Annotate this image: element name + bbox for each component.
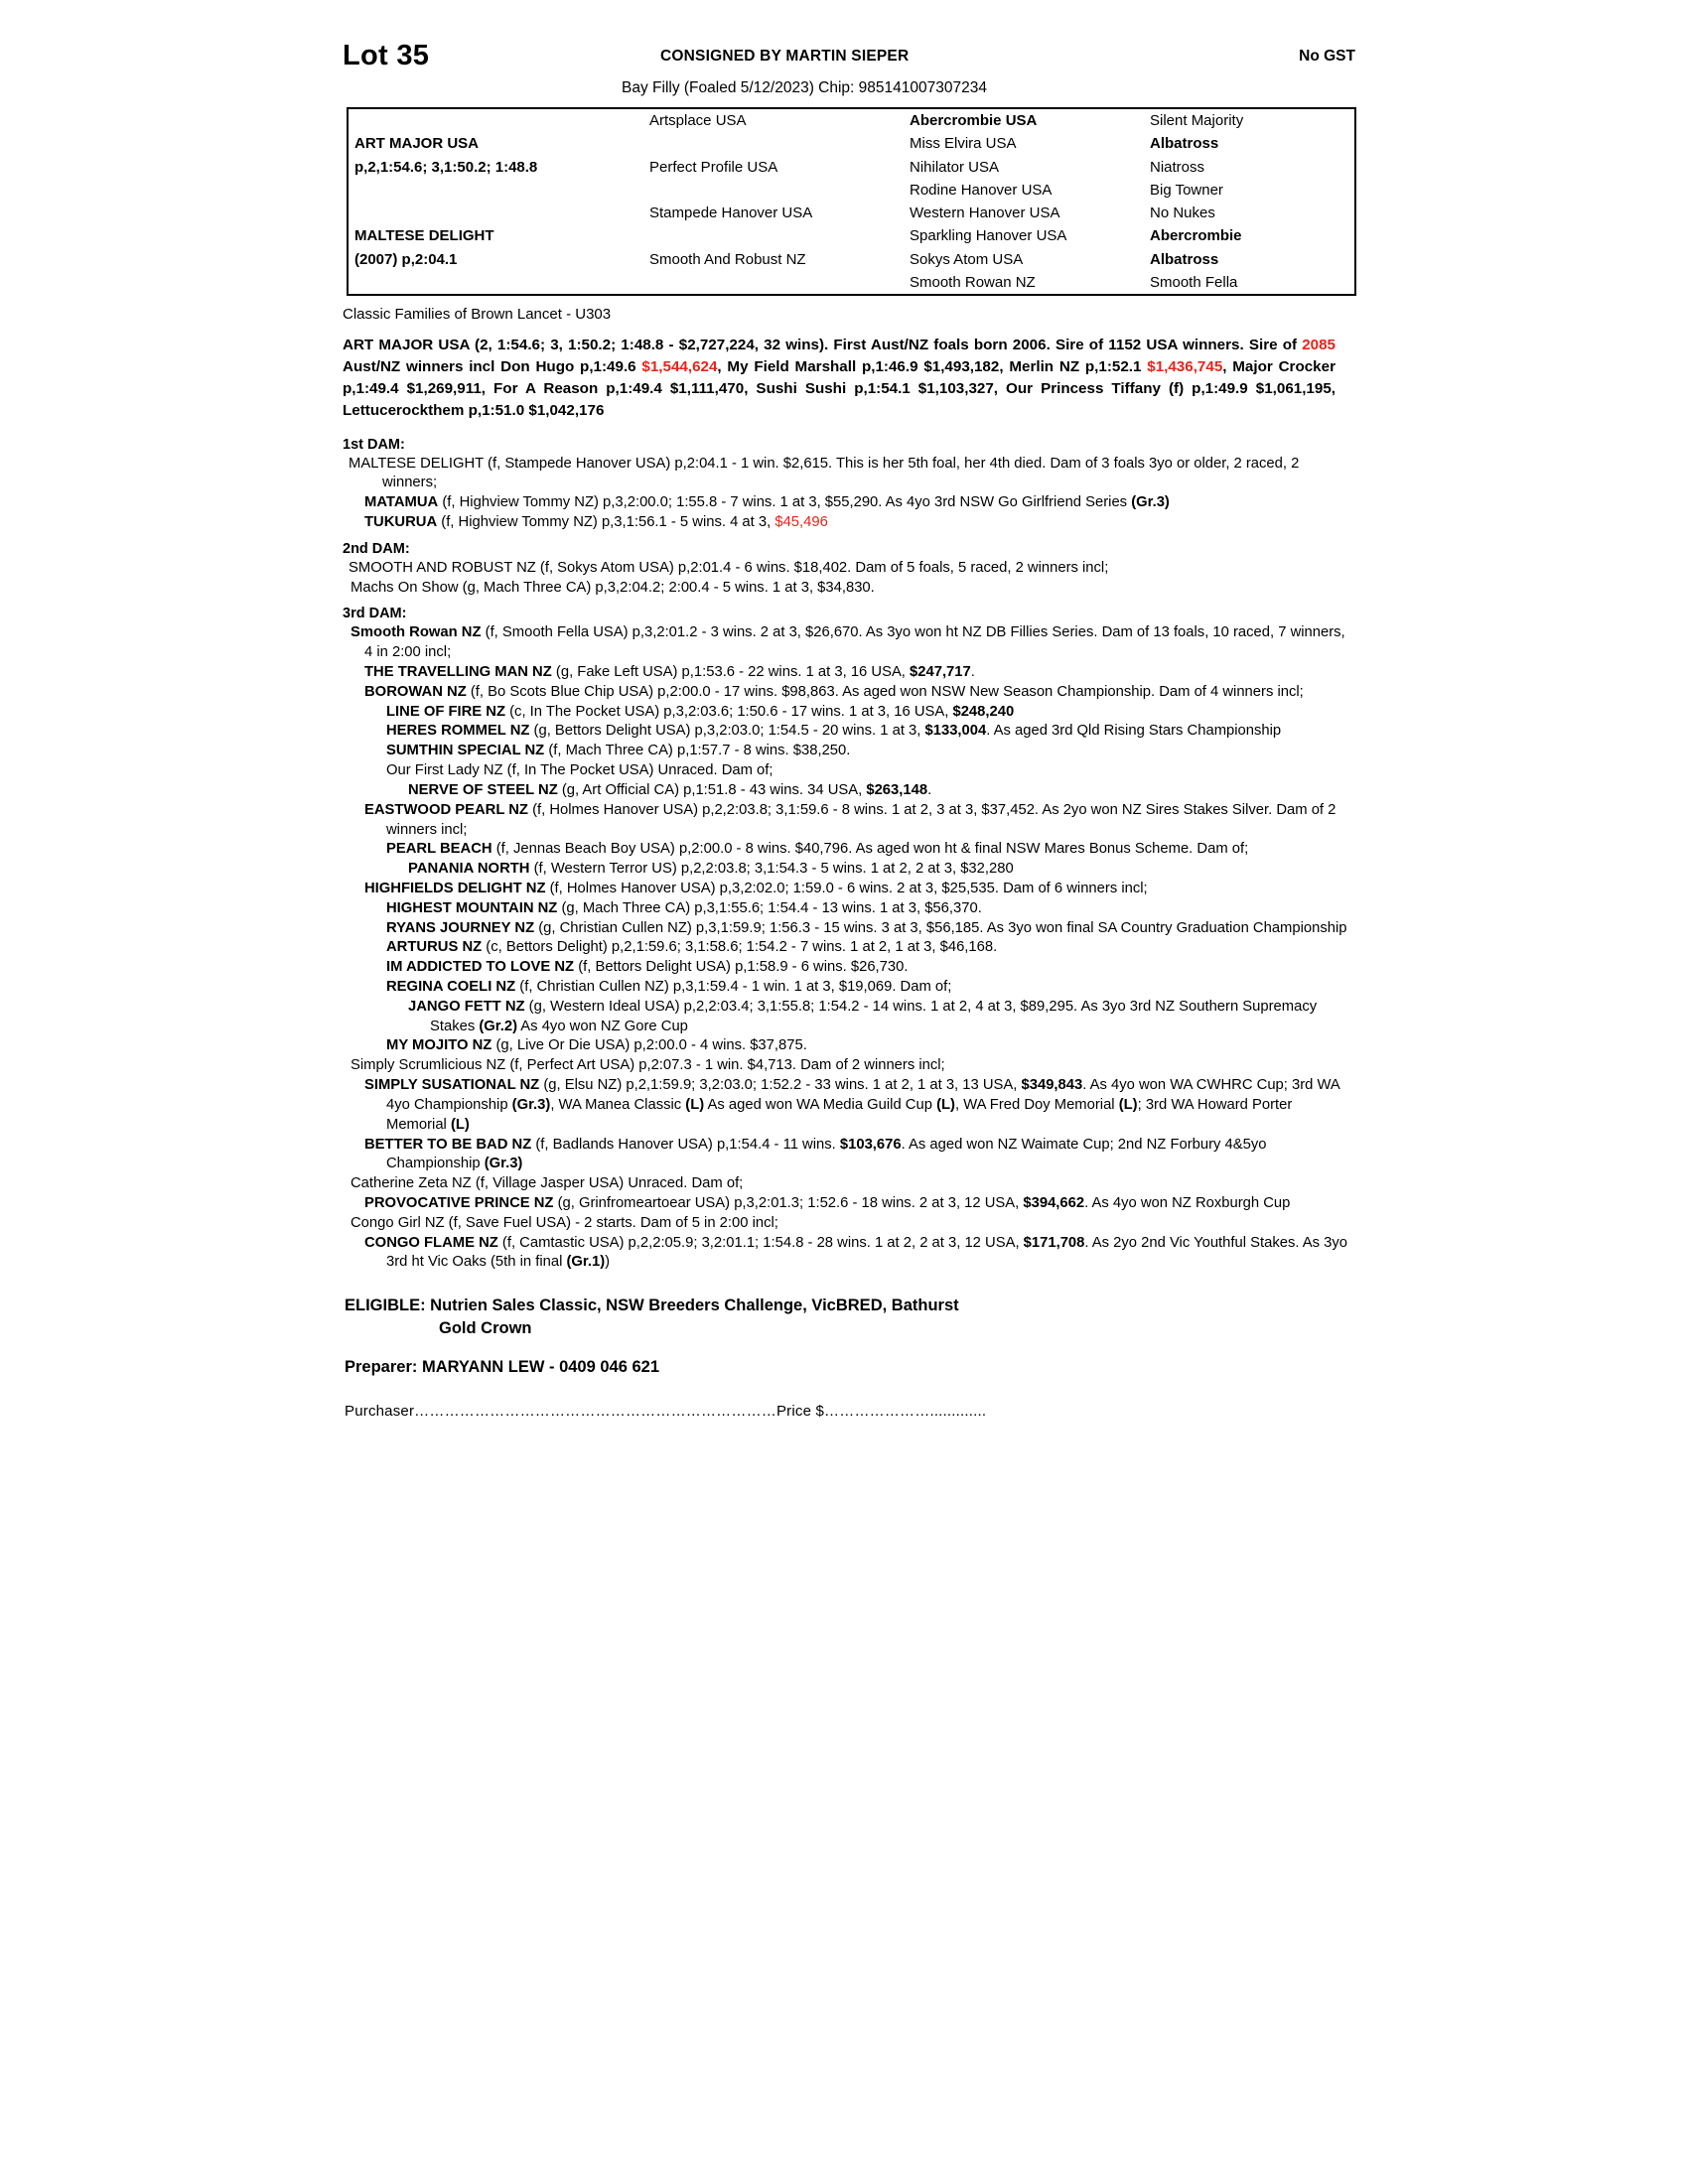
pedigree-entry: CONGO FLAME NZ (f, Camtastic USA) p,2,2:05.9; 3,2:01.1; 1:54.8 - 28 wins. 1 at 2, 2 at 3, 12 USA, $171,708. As 2yo 2nd Vic Youthful Stakes. As 3yo 3rd ht Vic Oaks (5th in final (Gr.1)) bbox=[364, 1234, 1347, 1271]
pedigree-row bbox=[348, 132, 1355, 155]
pedigree-entry: HIGHFIELDS DELIGHT NZ (f, Holmes Hanover USA) p,3,2:02.0; 1:59.0 - 6 wins. 2 at 3, $25,535. Dam of 6 winners incl; bbox=[364, 880, 1148, 896]
pedigree-entry: THE TRAVELLING MAN NZ (g, Fake Left USA) p,1:53.6 - 22 wins. 1 at 3, 16 USA, $247,717. bbox=[364, 664, 975, 680]
pedigree-cell-generation-3: Smooth Rowan NZ bbox=[910, 274, 1036, 292]
pedigree-entry: MATAMUA (f, Highview Tommy NZ) p,3,2:00.0; 1:55.8 - 7 wins. 1 at 3, $55,290. As 4yo 3rd NSW Go Girlfriend Series (Gr.3) bbox=[364, 494, 1170, 511]
pedigree-row bbox=[348, 271, 1355, 295]
pedigree-cell-generation-1 bbox=[348, 108, 643, 132]
pedigree-cell-generation-3: Nihilator USA bbox=[910, 158, 1000, 176]
pedigree-cell-generation-2 bbox=[643, 132, 904, 155]
pedigree-cell-generation-3: Sokys Atom USA bbox=[910, 250, 1024, 268]
pedigree-cell-generation-2 bbox=[643, 224, 904, 247]
pedigree-entry: REGINA COELI NZ (f, Christian Cullen NZ) p,3,1:59.4 - 1 win. 1 at 3, $19,069. Dam of; bbox=[386, 979, 952, 995]
pedigree-entry: SIMPLY SUSATIONAL NZ (g, Elsu NZ) p,2,1:59.9; 3,2:03.0; 1:52.2 - 33 wins. 1 at 2, 1 at 3, 13 USA, $349,843. As 4yo won WA CWHRC Cup; 3rd WA 4yo Championship (Gr.3), WA Manea Classic (L) As aged won WA Media Guild Cup (L), WA Fred Doy Memorial (L); 3rd WA Howard Porter Memorial (L) bbox=[364, 1077, 1339, 1133]
second-dam-entries bbox=[343, 559, 1355, 599]
pedigree-entry: MALTESE DELIGHT (f, Stampede Hanover USA) p,2:04.1 - 1 win. $2,615. This is her 5th foal, her 4th died. Dam of 3 foals 3yo or older, 2 raced, 2 winners; bbox=[349, 455, 1300, 491]
pedigree-entry: LINE OF FIRE NZ (c, In The Pocket USA) p,3,2:03.6; 1:50.6 - 17 wins. 1 at 3, 16 USA, $248,240 bbox=[386, 703, 1015, 720]
eligible-block bbox=[343, 1295, 1355, 1340]
consignor-label: CONSIGNED BY MARTIN SIEPER bbox=[660, 48, 910, 65]
pedigree-cell-generation-3: Rodine Hanover USA bbox=[910, 181, 1053, 199]
pedigree-cell-generation-1 bbox=[348, 179, 643, 202]
lot-number: Lot 35 bbox=[343, 40, 430, 71]
third-dam-entries bbox=[343, 623, 1355, 1273]
pedigree-entry: HIGHEST MOUNTAIN NZ (g, Mach Three CA) p,3,1:55.6; 1:54.4 - 13 wins. 1 at 3, $56,370. bbox=[386, 899, 982, 916]
pedigree-entry: BOROWAN NZ (f, Bo Scots Blue Chip USA) p,2:00.0 - 17 wins. $98,863. As aged won NSW New Season Championship. Dam of 4 winners incl; bbox=[364, 683, 1304, 700]
pedigree-entry: Simply Scrumlicious NZ (f, Perfect Art USA) p,2:07.3 - 1 win. $4,713. Dam of 2 winners incl; bbox=[351, 1057, 945, 1074]
pedigree-row bbox=[348, 224, 1355, 247]
pedigree-cell-generation-4: Niatross bbox=[1150, 158, 1205, 176]
pedigree-entry: TUKURUA (f, Highview Tommy NZ) p,3,1:56.1 - 5 wins. 4 at 3, $45,496 bbox=[364, 513, 828, 530]
pedigree-table bbox=[347, 107, 1356, 296]
pedigree-entry: BETTER TO BE BAD NZ (f, Badlands Hanover USA) p,1:54.4 - 11 wins. $103,676. As aged won NZ Waimate Cup; 2nd NZ Forbury 4&5yo Championship (Gr.3) bbox=[364, 1136, 1267, 1172]
pedigree-row bbox=[348, 108, 1355, 132]
pedigree-cell-generation-4: Albatross bbox=[1150, 250, 1219, 268]
pedigree-row bbox=[348, 179, 1355, 202]
pedigree-entry: EASTWOOD PEARL NZ (f, Holmes Hanover USA) p,2,2:03.8; 3,1:59.6 - 8 wins. 1 at 2, 3 at 3, $37,452. As 2yo won NZ Sires Stakes Silver. Dam of 2 winners incl; bbox=[364, 801, 1336, 838]
pedigree-entry: MY MOJITO NZ (g, Live Or Die USA) p,2:00.0 - 4 wins. $37,875. bbox=[386, 1037, 807, 1054]
pedigree-cell-generation-3: Abercrombie USA bbox=[910, 112, 1038, 129]
pedigree-entry: Catherine Zeta NZ (f, Village Jasper USA) Unraced. Dam of; bbox=[351, 1175, 744, 1192]
pedigree-cell-generation-2: Smooth And Robust NZ bbox=[649, 250, 806, 268]
pedigree-entry: Machs On Show (g, Mach Three CA) p,3,2:04.2; 2:00.4 - 5 wins. 1 at 3, $34,830. bbox=[351, 579, 875, 596]
page-header bbox=[343, 40, 1355, 75]
pedigree-cell-generation-4: Albatross bbox=[1150, 135, 1219, 153]
pedigree-cell-generation-2: Stampede Hanover USA bbox=[649, 205, 813, 222]
pedigree-entry: JANGO FETT NZ (g, Western Ideal USA) p,2,2:03.4; 3,1:55.8; 1:54.2 - 14 wins. 1 at 2, 4 at 3, $89,295. As 3yo 3rd NZ Southern Supremacy Stakes (Gr.2) As 4yo won NZ Gore Cup bbox=[408, 998, 1318, 1034]
pedigree-entry: IM ADDICTED TO LOVE NZ (f, Bettors Delight USA) p,1:58.9 - 6 wins. $26,730. bbox=[386, 959, 909, 976]
pedigree-cell-generation-2: Artsplace USA bbox=[649, 112, 747, 129]
pedigree-cell-generation-3: Western Hanover USA bbox=[910, 205, 1060, 222]
pedigree-entry: Our First Lady NZ (f, In The Pocket USA) Unraced. Dam of; bbox=[386, 762, 774, 779]
pedigree-row bbox=[348, 156, 1355, 179]
pedigree-entry: ARTURUS NZ (c, Bettors Delight) p,2,1:59.6; 3,1:58.6; 1:54.2 - 7 wins. 1 at 2, 1 at 3, $46,168. bbox=[386, 939, 998, 956]
pedigree-cell-generation-3: Sparkling Hanover USA bbox=[910, 227, 1067, 245]
pedigree-row bbox=[348, 248, 1355, 271]
pedigree-entry: HERES ROMMEL NZ (g, Bettors Delight USA) p,3,2:03.0; 1:54.5 - 20 wins. 1 at 3, $133,004. As aged 3rd Qld Rising Stars Championship bbox=[386, 723, 1282, 740]
pedigree-cell-generation-4: Silent Majority bbox=[1150, 112, 1244, 129]
pedigree-cell-generation-3: Miss Elvira USA bbox=[910, 135, 1017, 153]
animal-description: Bay Filly (Foaled 5/12/2023) Chip: 985141007307234 bbox=[622, 79, 987, 96]
preparer-line: Preparer: MARYANN LEW - 0409 046 621 bbox=[345, 1357, 659, 1376]
first-dam-label: 1st DAM: bbox=[343, 436, 405, 453]
page-content bbox=[343, 40, 1355, 1420]
pedigree-cell-generation-4: No Nukes bbox=[1150, 205, 1215, 222]
pedigree-entry: PEARL BEACH (f, Jennas Beach Boy USA) p,2:00.0 - 8 wins. $40,796. As aged won ht & final NSW Mares Bonus Scheme. Dam of; bbox=[386, 841, 1249, 858]
pedigree-cell-generation-1: MALTESE DELIGHT bbox=[354, 227, 494, 245]
pedigree-entry: Smooth Rowan NZ (f, Smooth Fella USA) p,3,2:01.2 - 3 wins. 2 at 3, $26,670. As 3yo won ht NZ DB Fillies Series. Dam of 13 foals, 10 raced, 7 winners, 4 in 2:00 incl; bbox=[351, 624, 1345, 661]
pedigree-entry: PANANIA NORTH (f, Western Terror US) p,2,2:03.8; 3,1:54.3 - 5 wins. 1 at 2, 2 at 3, $32,280 bbox=[408, 861, 1014, 878]
pedigree-entry: RYANS JOURNEY NZ (g, Christian Cullen NZ) p,3,1:59.9; 1:56.3 - 15 wins. 3 at 3, $56,185. As 3yo won final SA Country Graduation Championship bbox=[386, 919, 1347, 936]
pedigree-cell-generation-4: Abercrombie bbox=[1150, 227, 1242, 245]
eligible-line-2: Gold Crown bbox=[439, 1318, 532, 1337]
pedigree-entry: SUMTHIN SPECIAL NZ (f, Mach Three CA) p,1:57.7 - 8 wins. $38,250. bbox=[386, 743, 851, 759]
pedigree-cell-generation-1: p,2,1:54.6; 3,1:50.2; 1:48.8 bbox=[354, 158, 538, 176]
first-dam-entries bbox=[343, 455, 1355, 533]
purchaser-line: Purchaser………………………………………………………………Price $…………………............. bbox=[345, 1402, 987, 1420]
pedigree-entry: NERVE OF STEEL NZ (g, Art Official CA) p,1:51.8 - 43 wins. 34 USA, $263,148. bbox=[408, 781, 932, 798]
pedigree-cell-generation-2 bbox=[643, 179, 904, 202]
pedigree-entry: Congo Girl NZ (f, Save Fuel USA) - 2 starts. Dam of 5 in 2:00 incl; bbox=[351, 1214, 778, 1231]
pedigree-row bbox=[348, 202, 1355, 224]
second-dam-label: 2nd DAM: bbox=[343, 540, 410, 557]
third-dam-label: 3rd DAM: bbox=[343, 606, 407, 622]
eligible-line-1: ELIGIBLE: Nutrien Sales Classic, NSW Breeders Challenge, VicBRED, Bathurst bbox=[345, 1297, 959, 1315]
sire-summary: ART MAJOR USA (2, 1:54.6; 3, 1:50.2; 1:48.8 - $2,727,224, 32 wins). First Aust/NZ foals born 2006. Sire of 1152 USA winners. Sire of 2085 Aust/NZ winners incl Don Hugo p,1:49.6 $1,544,624, My Field Marshall p,1:46.9 $1,493,182, Merlin NZ p,1:52.1 $1,436,745, Major Crocker p,1:49.4 $1,269,911, For A Reason p,1:49.4 $1,111,470, Sushi Sushi p,1:54.1 $1,103,327, Our Princess Tiffany (f) p,1:49.9 $1,061,195, Lettucerockthem p,1:51.0 $1,042,176 bbox=[343, 337, 1336, 420]
pedigree-cell-generation-1 bbox=[348, 271, 643, 295]
pedigree-cell-generation-2: Perfect Profile USA bbox=[649, 158, 778, 176]
pedigree-table-body bbox=[348, 108, 1355, 295]
pedigree-entry: SMOOTH AND ROBUST NZ (f, Sokys Atom USA) p,2:01.4 - 6 wins. $18,402. Dam of 5 foals, 5 raced, 2 winners incl; bbox=[349, 559, 1109, 576]
pedigree-entry: PROVOCATIVE PRINCE NZ (g, Grinfromeartoear USA) p,3,2:01.3; 1:52.6 - 18 wins. 2 at 3, 12 USA, $394,662. As 4yo won NZ Roxburgh Cup bbox=[364, 1194, 1291, 1211]
classic-families-line: Classic Families of Brown Lancet - U303 bbox=[343, 306, 612, 324]
gst-badge: No GST bbox=[1299, 48, 1355, 65]
pedigree-cell-generation-1: ART MAJOR USA bbox=[354, 135, 480, 153]
pedigree-cell-generation-1 bbox=[348, 202, 643, 224]
pedigree-cell-generation-2 bbox=[643, 271, 904, 295]
pedigree-cell-generation-4: Smooth Fella bbox=[1150, 274, 1238, 292]
pedigree-cell-generation-1: (2007) p,2:04.1 bbox=[354, 250, 458, 268]
pedigree-cell-generation-4: Big Towner bbox=[1150, 181, 1223, 199]
